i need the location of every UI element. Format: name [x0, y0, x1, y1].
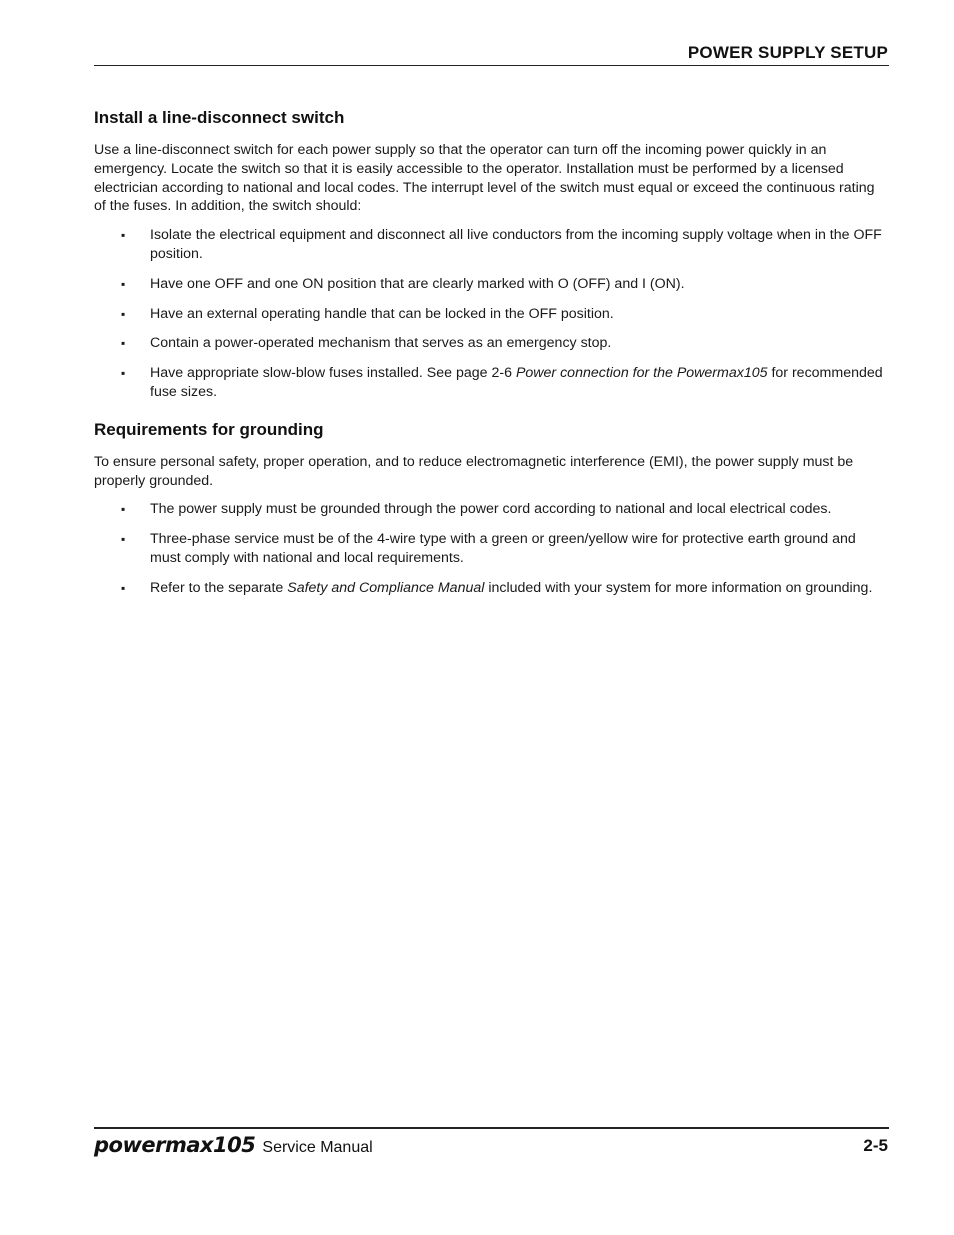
section-heading-line-disconnect: Install a line-disconnect switch — [94, 108, 345, 127]
footer-divider — [94, 1127, 889, 1129]
list-item-text-before: Have appropriate slow-blow fuses installed. See page 2-6 — [150, 365, 516, 382]
list-item-text-after: for recommended fuse sizes. — [150, 365, 883, 400]
list-item-text: Contain a power-operated mechanism that serves as an emergency stop. — [150, 335, 612, 352]
list-item — [94, 305, 889, 324]
brand-logo: powermax105 — [94, 1133, 256, 1157]
manual-name: Service Manual — [262, 1139, 373, 1156]
list-item — [94, 530, 889, 568]
bullet-icon: ▪ — [121, 532, 126, 547]
list-item-text: Three-phase service must be of the 4-wire type with a green or green/yellow wire for protective earth ground and must comply with national and local requirements. — [150, 531, 856, 566]
list-item — [94, 275, 889, 294]
header-divider — [94, 65, 889, 66]
list-item-text: Have one OFF and one ON position that are clearly marked with O (OFF) and I (ON). — [150, 275, 685, 292]
section-intro-line-disconnect: Use a line-disconnect switch for each power supply so that the operator can turn off the incoming power quickly in an emergency. Locate the switch so that it is easily accessible to the operator. Installation must be performed by a licensed electrician according to national and local codes. The interrupt level of the switch must equal or exceed the continuous rating of the fuses. In addition, the switch should: — [94, 142, 875, 215]
bullet-icon: ▪ — [121, 366, 126, 381]
bullet-icon: ▪ — [121, 228, 126, 243]
bullet-icon: ▪ — [121, 336, 126, 351]
bullet-icon: ▪ — [121, 580, 126, 595]
list-item-text-after: included with your system for more information on grounding. — [484, 579, 873, 596]
cross-reference-title: Power connection for the Powermax105 — [515, 365, 768, 382]
running-header-title: POWER SUPPLY SETUP — [687, 43, 888, 62]
bullet-list-grounding — [94, 500, 889, 597]
list-item-text: Isolate the electrical equipment and disconnect all live conductors from the incoming supply voltage when in the OFF position. — [150, 227, 882, 262]
footer-brand-block — [94, 1133, 373, 1157]
list-item-text: Have an external operating handle that can be locked in the OFF position. — [150, 305, 614, 322]
list-item — [94, 364, 889, 402]
bullet-icon: ▪ — [121, 306, 126, 321]
list-item-text: The power supply must be grounded through the power cord according to national and local electrical codes. — [150, 501, 832, 518]
manual-title-reference: Safety and Compliance Manual — [287, 579, 485, 596]
list-item-text-before: Refer to the separate — [150, 579, 288, 596]
bullet-list-line-disconnect — [94, 226, 889, 402]
section-heading-grounding: Requirements for grounding — [94, 419, 324, 439]
bullet-icon: ▪ — [121, 276, 126, 291]
section-intro-grounding: To ensure personal safety, proper operation, and to reduce electromagnetic interference (EMI), the power supply must be properly grounded. — [94, 453, 854, 489]
bullet-icon: ▪ — [121, 502, 126, 517]
list-item — [94, 226, 889, 264]
list-item — [94, 500, 889, 519]
list-item — [94, 334, 889, 353]
page-content — [94, 108, 889, 609]
page-number: 2-5 — [863, 1136, 888, 1155]
list-item — [94, 579, 889, 598]
